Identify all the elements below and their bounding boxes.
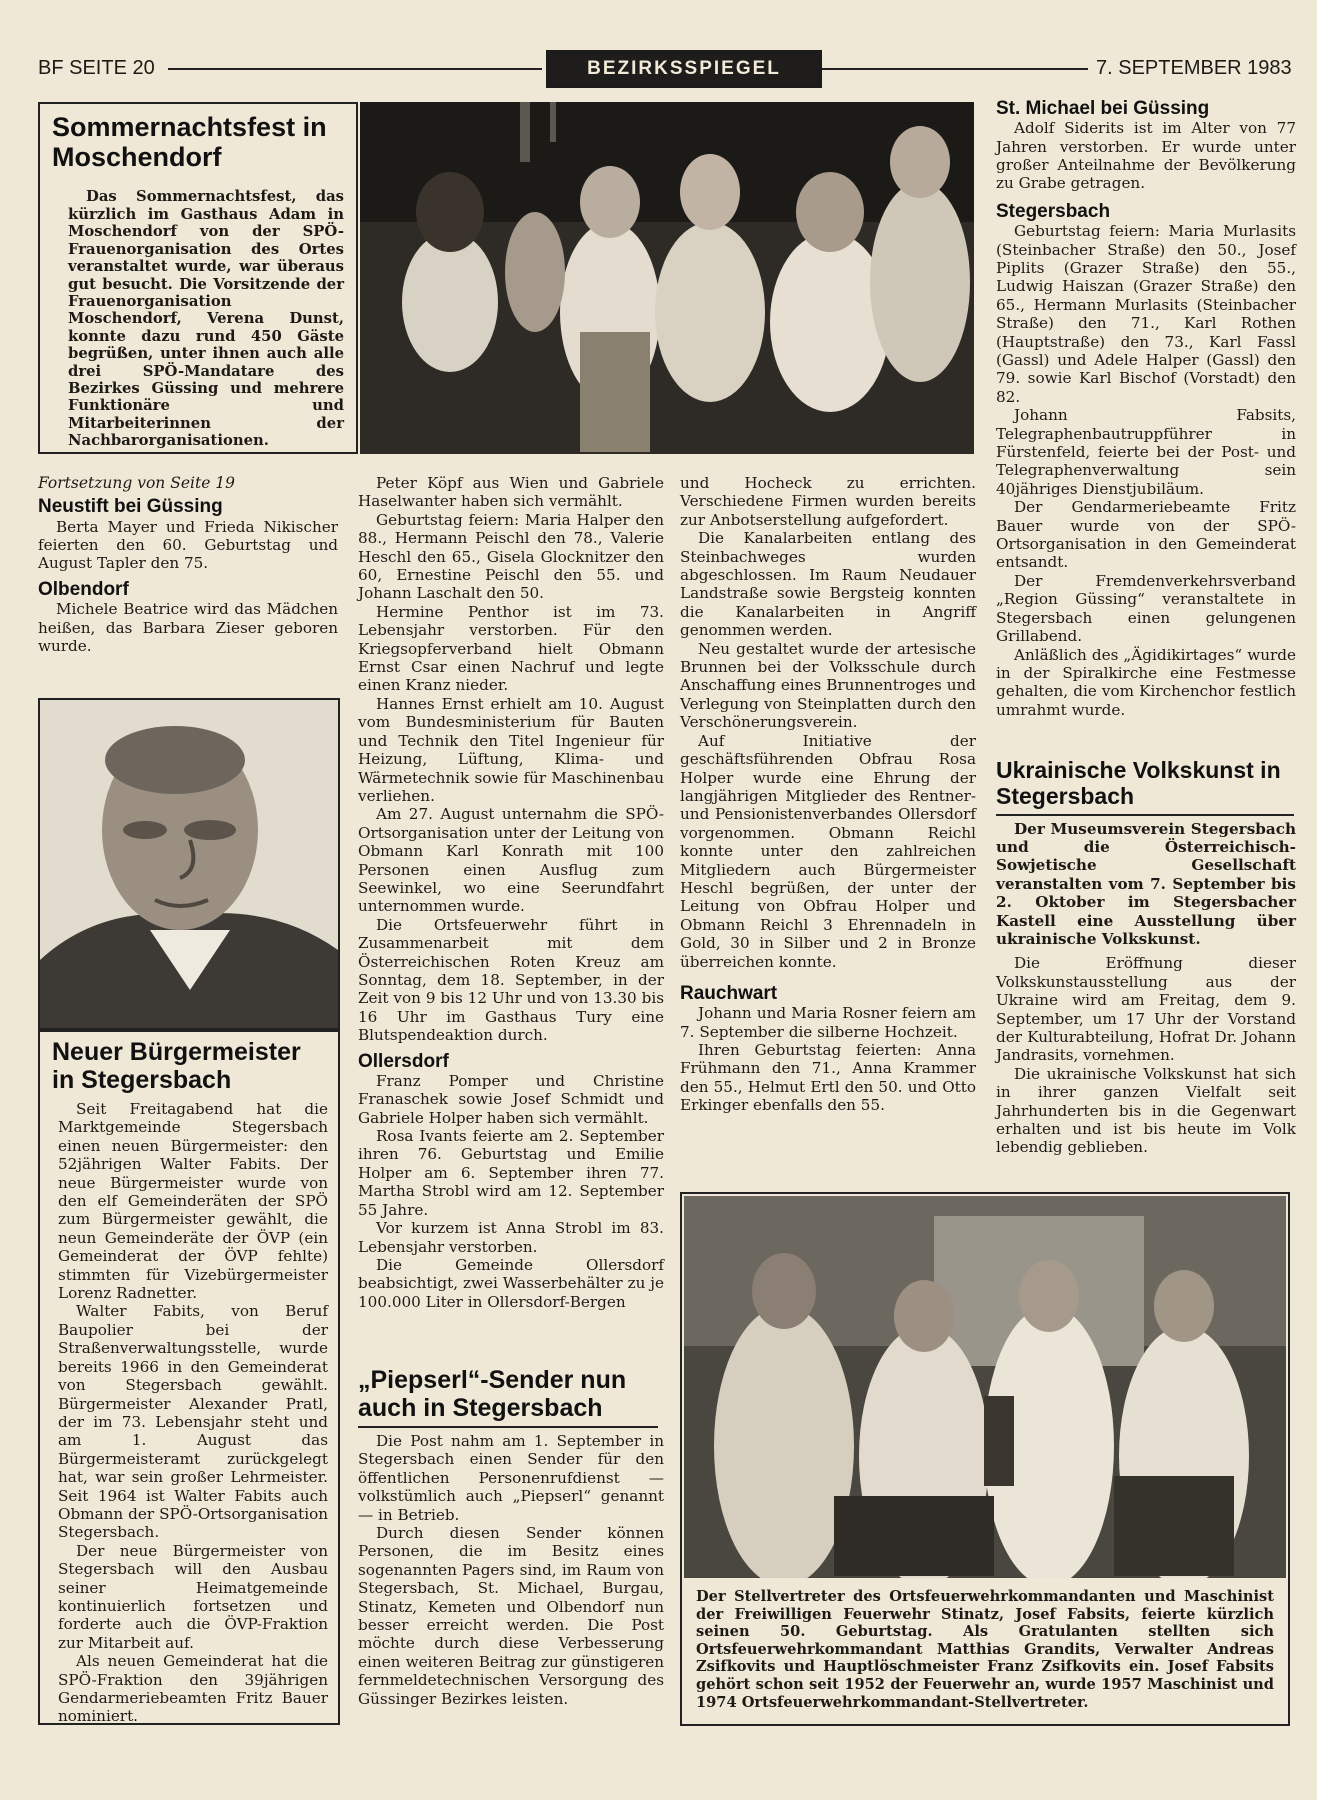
neustift-headline: Neustift bei Güssing — [38, 496, 223, 518]
mayor-portrait-photo — [38, 698, 340, 1030]
rauchwart-headline: Rauchwart — [680, 982, 778, 1004]
ukraine-p1: Die Eröffnung dieser Volkskunstausstellung aus der Ukraine wird am Freitag, dem 9. September, um 17 Uhr der Vorstand der Kulturabteilung, Hofrat Dr. Johann Jandrasits, vornehmen. — [996, 954, 1296, 1065]
firefighter-article — [680, 1192, 1290, 1726]
col2-p5: Am 27. August unternahm die SPÖ-Ortsorganisation unter der Leitung von Obmann Karl Konrath mit 100 Personen einen Ausflug zum Seewinkel, wo eine Seerundfahrt unternommen wurde. — [358, 805, 664, 916]
col3-p1: und Hocheck zu errichten. Verschiedene Firmen wurden bereits zur Anbotserstellung aufgefordert. — [680, 474, 976, 529]
col3-p2: Die Kanalarbeiten entlang des Steinbachweges wurden abgeschlossen. Im Raum Neudauer Landstraße sowie Bergsteig konnten die Kanalarbeiten in Angriff genommen werden. — [680, 529, 976, 640]
piepserl-article — [358, 1366, 664, 1708]
stegersbach-headline: Stegersbach — [996, 200, 1111, 222]
column-4 — [996, 98, 1296, 719]
header-rule-right — [822, 68, 1088, 70]
mayor-article — [38, 1030, 340, 1725]
col2-p3: Hermine Penthor ist im 73. Lebensjahr verstorben. Für den Kriegsopferverband hielt Obmann Ernst Csar einen Nachruf und legte einen Kranz nieder. — [358, 602, 664, 695]
header-rule-left — [168, 68, 542, 70]
piepserl-p2: Durch diesen Sender können Personen, die im Besitz eines sogenannten Pagers sind, im Raum von Stegersbach, St. Michael, Burgau, Stinatz, Kemeten und Olbendorf nun besser erreicht werden. Die Post möchte durch diese Verbesserung einen weiteren Beitrag zur günstigeren fernmeldetechnischen Versorgung des Güssinger Bezirkes leisten. — [358, 1524, 664, 1708]
mayor-p1: Seit Freitagabend hat die Marktgemeinde Stegersbach einen neuen Bürgermeister: den 52jährigen Walter Fabits. Der neue Bürgermeister wurde von den elf Gemeinderäten der SPÖ zum Bürgermeister gewählt, die neun Gemeinderäte der ÖVP (ein Gemeinderat der ÖVP fehlte) stimmten für Vizebürgermeister Lorenz Radnetter. — [58, 1100, 328, 1303]
section-title: BEZIRKSSPIEGEL — [546, 50, 822, 88]
party-photo-graphic — [360, 102, 974, 454]
column-3 — [680, 474, 976, 1115]
mayor-portrait-graphic — [40, 700, 338, 1028]
ollersdorf-p4: Die Gemeinde Ollersdorf beabsichtigt, zwei Wasserbehälter zu je 100.000 Liter in Ollersdorf-Bergen — [358, 1255, 664, 1311]
olbendorf-body: Michele Beatrice wird das Mädchen heißen, das Barbara Zieser geboren wurde. — [38, 600, 338, 655]
olbendorf-headline: Olbendorf — [38, 578, 129, 600]
mayor-p2: Walter Fabits, von Beruf Baupolier bei der Straßenverwaltungsstelle, wurde bereits 1966 in den Gemeinderat von Stegersbach gewählt. Bürgermeister Alexander Pratl, der im 73. Lebensjahr steht und am 1. August das Bürgermeisteramt zurückgelegt hat, war sein großer Lehrmeister. Seit 1964 ist Walter Fabits auch Obmann der SPÖ-Ortsorganisation Stegersbach. — [58, 1302, 328, 1542]
fortsetzung-note: Fortsetzung von Seite 19 — [38, 474, 236, 492]
mayor-p3: Der neue Bürgermeister von Stegersbach will den Ausbau seiner Heimatgemeinde kontinuierlich fortsetzen und forderte auch die ÖVP-Fraktion zur Mitarbeit auf. — [58, 1541, 328, 1652]
sommernacht-article — [38, 102, 358, 454]
ollersdorf-headline: Ollersdorf — [358, 1050, 449, 1072]
rauchwart-p1: Johann und Maria Rosner feiern am 7. September die silberne Hochzeit. — [680, 1004, 976, 1041]
party-photo — [360, 102, 974, 454]
col2-p2: Geburtstag feiern: Maria Halper den 88., Hermann Peischl den 78., Valerie Heschl den 65., Gisela Glocknitzer den 60, Ernestine Peischl den 55. und Johann Laschalt den 50. — [358, 510, 664, 603]
sommernacht-headline: Sommernachtsfest in Moschendorf — [52, 112, 327, 173]
mayor-headline: Neuer Bürgermeister in Stegersbach — [52, 1038, 301, 1094]
stmichael-headline: St. Michael bei Güssing — [996, 98, 1210, 119]
stegersbach-p2: Johann Fabsits, Telegraphenbautruppführer in Fürstenfeld, feierte bei der Post- und Telegraphenverwaltung sein 40jähriges Dienstjubiläum. — [996, 406, 1296, 498]
stegersbach-p4: Der Fremdenverkehrsverband „Region Güssing“ veranstaltete in Stegersbach einen gelungenen Grillabend. — [996, 571, 1296, 646]
mayor-p4: Als neuen Gemeinderat hat die SPÖ-Fraktion den 39jährigen Gendarmeriebeamten Fritz Bauer nominiert. — [58, 1652, 328, 1726]
ukraine-lead: Der Museumsverein Stegersbach und die Österreichisch-Sowjetische Gesellschaft veranstalten vom 7. September bis 2. Oktober im Stegersbacher Kastell eine Ausstellung über ukrainische Volkskunst. — [996, 819, 1296, 948]
col2-p4: Hannes Ernst erhielt am 10. August vom Bundesministerium für Bauten und Technik den Titel Ingenieur für Heizung, Lüftung, Klima- und Wärmetechnik sowie für Maschinenbau verliehen. — [358, 694, 664, 805]
ollersdorf-p1: Franz Pomper und Christine Franaschek sowie Josef Schmidt und Gabriele Holper haben sich vermählt. — [358, 1071, 664, 1127]
ukraine-headline: Ukrainische Volkskunst in Stegersbach — [996, 757, 1281, 809]
rauchwart-p2: Ihren Geburtstag feierten: Anna Frühmann den 71., Anna Krammer den 55., Helmut Ertl den 50. und Otto Erkinger ebenfalls den 55. — [680, 1041, 976, 1115]
firefighter-caption: Der Stellvertreter des Ortsfeuerwehrkommandanten und Maschinist der Freiwilligen Feuerwehr Stinatz, Josef Fabsits, feierte kürzlich seinen 50. Geburtstag. Als Gratulanten stellten sich Ortsfeuerwehrkommandant Matthias Grandits, Verwalter Andreas Zsifkovits und Hauptlöschmeister Franz Zsifkovits ein. Josef Fabsits gehört schon seit 1952 der Feuerwehr an, wurde 1957 Maschinist und 1974 Ortsfeuerwehrkommandant-Stellvertreter. — [696, 1588, 1274, 1711]
piepserl-rule — [358, 1426, 658, 1428]
col2-p1: Peter Köpf aus Wien und Gabriele Haselwanter haben sich vermählt. — [358, 474, 664, 511]
ukraine-article — [996, 758, 1296, 1157]
column-1 — [38, 474, 338, 655]
piepserl-p1: Die Post nahm am 1. September in Stegersbach einen Sender für den öffentlichen Personenrufdienst — volkstümlich auch „Piepserl“ genannt — in Betrieb. — [358, 1432, 664, 1524]
col2-p6: Die Ortsfeuerwehr führt in Zusammenarbeit mit dem Österreichischen Roten Kreuz am Sonntag, dem 18. September, in der Zeit von 9 bis 12 Uhr und von 13.30 bis 16 Uhr im Gasthaus Tury eine Blutspendeaktion durch. — [358, 915, 664, 1045]
ukraine-rule — [996, 814, 1294, 816]
ollersdorf-p3: Vor kurzem ist Anna Strobl im 83. Lebensjahr verstorben. — [358, 1219, 664, 1256]
page-number: BF SEITE 20 — [38, 57, 155, 79]
sommernacht-body: Das Sommernachtsfest, das kürzlich im Gasthaus Adam in Moschendorf von der SPÖ-Frauenorganisation des Ortes veranstaltet wurde, war überaus gut besucht. Die Vorsitzende der Frauenorganisation Moschendorf, Verena Dunst, konnte dazu rund 450 Gäste begrüßen, unter ihnen auch alle drei SPÖ-Mandatare des Bezirkes Güssing und mehrere Funktionäre und Mitarbeiterinnen der Nachbarorganisationen. — [68, 188, 344, 450]
firefighter-photo-graphic — [684, 1196, 1286, 1578]
issue-date: 7. SEPTEMBER 1983 — [1096, 57, 1292, 79]
neustift-body: Berta Mayer und Frieda Nikischer feierten den 60. Geburtstag und August Tapler den 75. — [38, 517, 338, 573]
col3-p3: Neu gestaltet wurde der artesische Brunnen bei der Volksschule durch Anschaffung eines Brunnentroges und Verlegung von Steinplatten durch den Verschönerungsverein. — [680, 639, 976, 732]
stegersbach-p3: Der Gendarmeriebeamte Fritz Bauer wurde von der SPÖ-Ortsorganisation in den Gemeinderat entsandt. — [996, 498, 1296, 572]
col3-p4: Auf Initiative der geschäftsführenden Obfrau Rosa Holper wurde eine Ehrung der langjährigen Mitglieder des Rentner- und Pensionistenverbandes Ollersdorf vorgenommen. Obmann Reichl konnte unter den zahlreichen Mitgliedern auch Bürgermeister Heschl begrüßen, der unter der Leitung von Obfrau Holper und Obmann Reichl 3 Ehrennadeln in Gold, 30 in Silber und 2 in Bronze überreichen konnte. — [680, 731, 976, 971]
piepserl-headline: „Piepserl“-Sender nun auch in Stegersbach — [358, 1366, 627, 1422]
column-2 — [358, 474, 664, 1311]
ollersdorf-p2: Rosa Ivants feierte am 2. September ihren 76. Geburtstag und Emilie Holper am 6. September ihren 77. Martha Strobl wird am 12. September 55 Jahre. — [358, 1127, 664, 1219]
stegersbach-p1: Geburtstag feiern: Maria Murlasits (Steinbacher Straße) den 50., Josef Piplits (Grazer Straße) den 55., Ludwig Haiszan (Grazer Straße) den 65., Hermann Murlasits (Steinbacher Straße) den 71., Karl Rothen (Hauptstraße) den 73., Karl Fassl (Gassl) und Adele Halper (Gassl) den 79. sowie Karl Bischof (Vorstadt) den 82. — [996, 222, 1296, 406]
stegersbach-p5: Anläßlich des „Ägidikirtages“ wurde in der Spiralkirche eine Festmesse gehalten, die vom Kirchenchor festlich umrahmt wurde. — [996, 645, 1296, 719]
stmichael-p1: Adolf Siderits ist im Alter von 77 Jahren verstorben. Er wurde unter großer Anteilnahme der Bevölkerung zu Grabe getragen. — [996, 119, 1296, 193]
ukraine-p2: Die ukrainische Volkskunst hat sich in ihrer ganzen Vielfalt seit Jahrhunderten bis in die Gegenwart erhalten und ist bis heute im Volk lebendig geblieben. — [996, 1064, 1296, 1157]
firefighter-photo — [684, 1196, 1286, 1578]
